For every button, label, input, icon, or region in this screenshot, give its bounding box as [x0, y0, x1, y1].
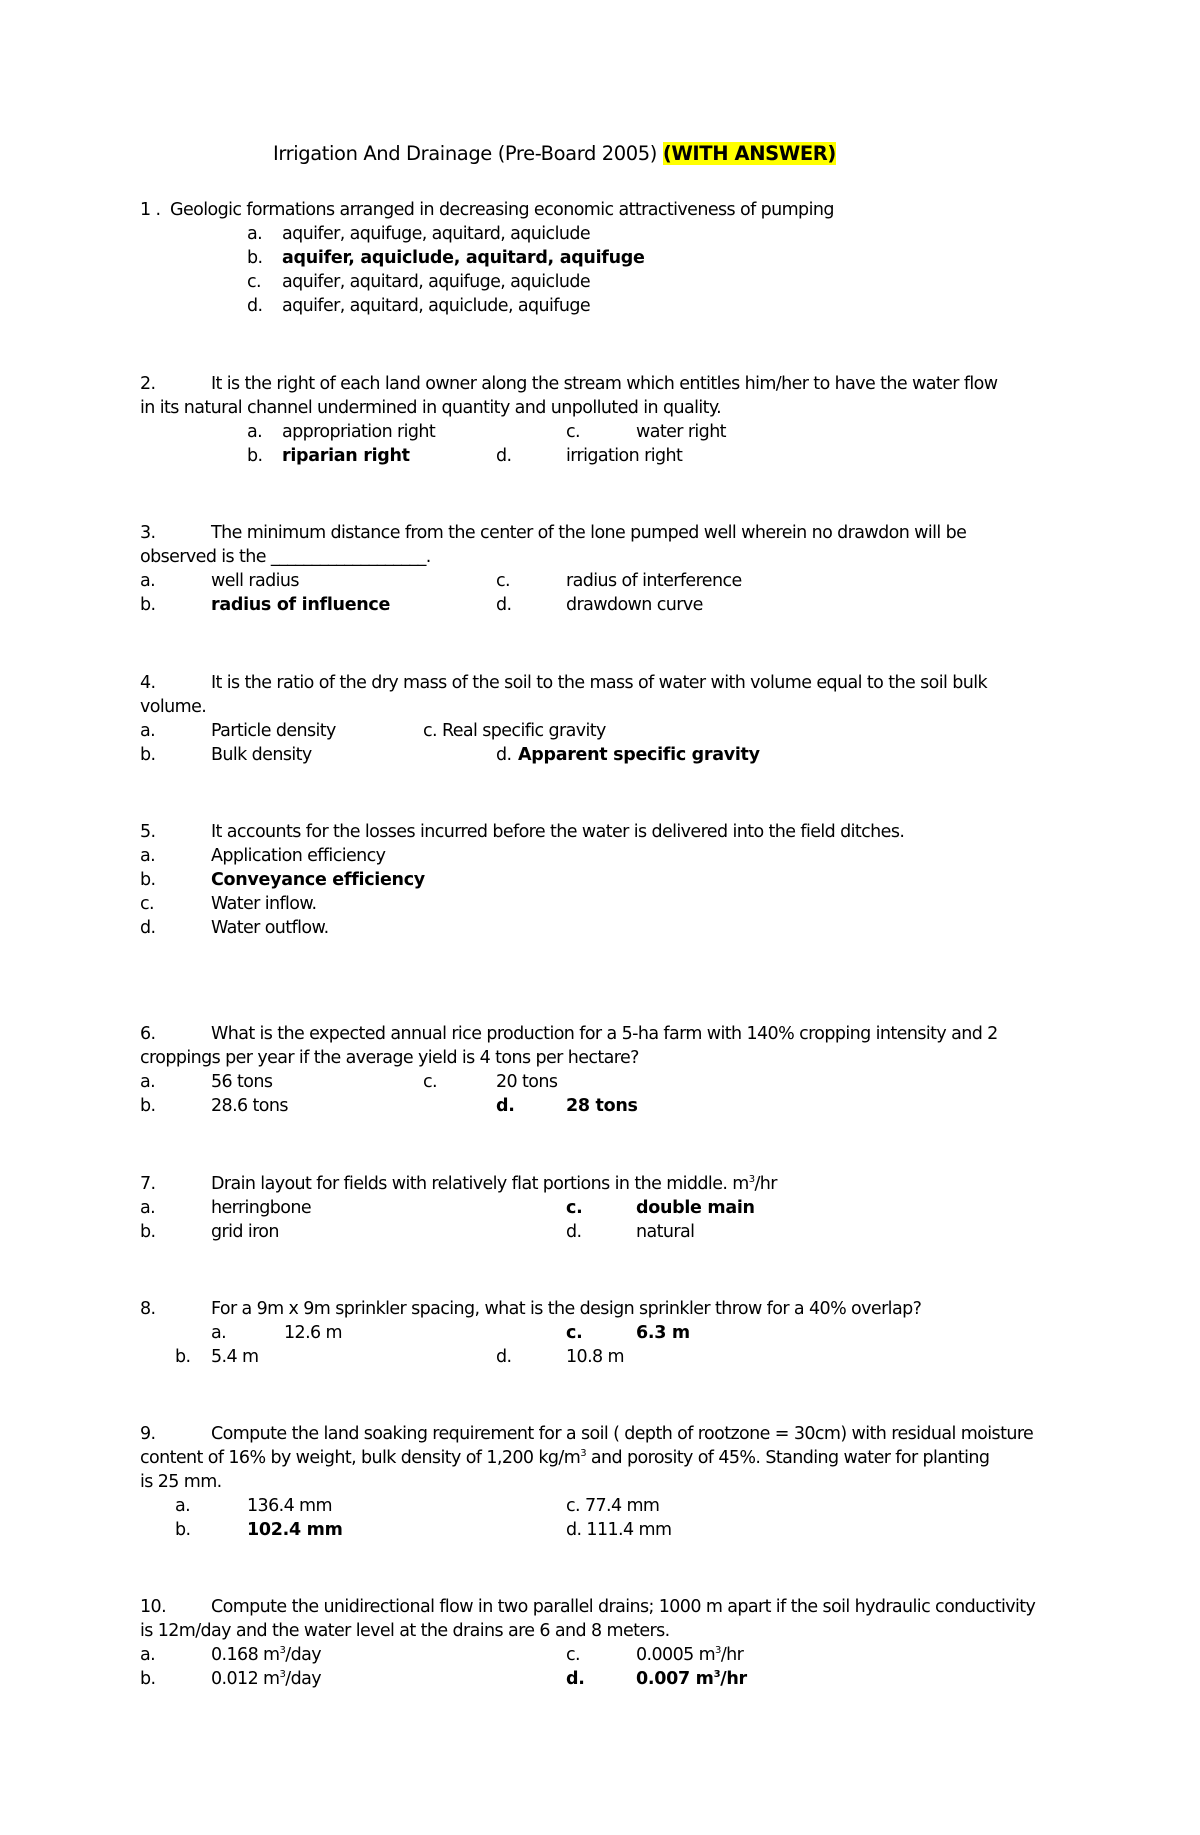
option-c: aquifer, aquitard, aquifuge, aquiclude: [282, 272, 590, 292]
option-b: grid iron: [211, 1222, 279, 1242]
question-text: Compute the land soaking requirement for a soil ( depth of rootzone = 30cm) with residual moisture: [211, 1424, 1034, 1444]
option-a: 0.168 $m^3$/day: [211, 1645, 321, 1665]
question-text: The minimum distance from the center of the lone pumped well wherein no drawdon will be: [211, 523, 967, 543]
option-b: 5.4 m: [211, 1347, 259, 1367]
option-d-answer: 28 tons: [566, 1096, 638, 1116]
option-label: c.: [496, 571, 510, 591]
option-b-answer: aquifer, aquiclude, aquitard, aquifuge: [282, 248, 645, 268]
option-label: a.: [140, 571, 156, 591]
question-number: 4.: [140, 673, 156, 693]
question-text: croppings per year if the average yield is 4 tons per hectare?: [140, 1048, 639, 1068]
question-text: volume.: [140, 697, 207, 717]
option-label: b.: [140, 1096, 156, 1116]
option-label: c.: [423, 1072, 437, 1092]
option-label: a.: [140, 1198, 156, 1218]
option-b: 0.012 $m^3$/day: [211, 1669, 321, 1689]
question-text: in its natural channel undermined in quantity and unpolluted in quality.: [140, 398, 722, 418]
option-c-answer: double main: [636, 1198, 755, 1218]
option-label: b.: [247, 446, 263, 466]
option-a: 136.4 mm: [247, 1496, 332, 1516]
option-label: c.: [140, 894, 154, 914]
option-c: 20 tons: [496, 1072, 558, 1092]
title-highlight: (WITH ANSWER): [662, 142, 836, 165]
option-label: b.: [140, 1222, 156, 1242]
option-a: Particle density: [211, 721, 336, 741]
option-label: d.: [496, 446, 512, 466]
option-d: aquifer, aquitard, aquiclude, aquifuge: [282, 296, 590, 316]
option-a: aquifer, aquifuge, aquitard, aquiclude: [282, 224, 590, 244]
option-label: d.: [247, 296, 263, 316]
option-c: c. 77.4 mm: [566, 1496, 660, 1516]
option-a: Application efficiency: [211, 846, 386, 866]
option-a: well radius: [211, 571, 299, 591]
question-text: For a 9m x 9m sprinkler spacing, what is the design sprinkler throw for a 40% overlap?: [211, 1299, 922, 1319]
option-a: 12.6 m: [284, 1323, 342, 1343]
option-b: Bulk density: [211, 745, 312, 765]
title-main: Irrigation And Drainage (Pre-Board 2005): [273, 142, 657, 165]
question-number: 10.: [140, 1597, 167, 1617]
option-label: d.: [140, 918, 156, 938]
option-label: c.: [566, 1645, 580, 1665]
option-d: d. 111.4 mm: [566, 1520, 672, 1540]
question-text: It accounts for the losses incurred before the water is delivered into the field ditches.: [211, 822, 905, 842]
option-d: Water outflow.: [211, 918, 329, 938]
option-label: a.: [140, 1072, 156, 1092]
option-b-answer: Conveyance efficiency: [211, 870, 425, 890]
option-d: irrigation right: [566, 446, 683, 466]
option-label: a.: [140, 846, 156, 866]
option-label: d.: [566, 1222, 582, 1242]
option-b: 28.6 tons: [211, 1096, 288, 1116]
option-label: b.: [175, 1347, 191, 1367]
option-label: d.: [496, 1096, 515, 1116]
option-label: c.: [566, 1323, 583, 1343]
option-label: a.: [140, 1645, 156, 1665]
question-text: What is the expected annual rice production for a 5-ha farm with 140% cropping intensity and 2: [211, 1024, 998, 1044]
question-text: is 12m/day and the water level at the drains are 6 and 8 meters.: [140, 1621, 670, 1641]
question-number: 7.: [140, 1174, 156, 1194]
question-text: It is the right of each land owner along the stream which entitles him/her to have the water flow: [211, 374, 998, 394]
option-label: b.: [140, 1669, 156, 1689]
option-label: d.: [566, 1669, 585, 1689]
option-c: radius of interference: [566, 571, 742, 591]
option-label: d.: [496, 595, 512, 615]
option-c: water right: [636, 422, 726, 442]
option-c: c. Real specific gravity: [423, 721, 606, 741]
option-c: 0.0005 $m^3/hr$: [636, 1645, 744, 1665]
option-label: b.: [247, 248, 263, 268]
option-label: c.: [566, 1198, 583, 1218]
option-label: d.: [496, 745, 512, 765]
option-label: c.: [247, 272, 261, 292]
option-label: c.: [566, 422, 580, 442]
option-label: b.: [140, 595, 156, 615]
option-d-answer: Apparent specific gravity: [518, 745, 760, 765]
question-text: observed is the ___________________.: [140, 547, 431, 567]
question-text: content of 16% by weight, bulk density of 1,200 $kg/m^3$ and porosity of 45%. Standing water for planting: [140, 1448, 990, 1468]
option-b-answer: riparian right: [282, 446, 410, 466]
option-label: a.: [175, 1496, 191, 1516]
page-title: [273, 142, 836, 166]
option-label: d.: [496, 1347, 512, 1367]
option-d: 10.8 m: [566, 1347, 624, 1367]
option-label: a.: [247, 224, 263, 244]
option-a: appropriation right: [282, 422, 436, 442]
option-d: natural: [636, 1222, 695, 1242]
question-text: Compute the unidirectional flow in two parallel drains; 1000 m apart if the soil hydraulic conductivity: [211, 1597, 1036, 1617]
question-number: 1 .: [140, 200, 161, 220]
option-label: b.: [140, 745, 156, 765]
option-label: b.: [140, 870, 156, 890]
option-d-answer: 0.007 $m^3/hr$: [636, 1669, 747, 1689]
question-number: 3.: [140, 523, 156, 543]
question-text: It is the ratio of the dry mass of the soil to the mass of water with volume equal to the soil bulk: [211, 673, 988, 693]
question-text: Drain layout for fields with relatively flat portions in the middle. $m^3/hr$: [211, 1174, 777, 1194]
option-label: a.: [247, 422, 263, 442]
question-number: 8.: [140, 1299, 156, 1319]
question-number: 9.: [140, 1424, 156, 1444]
question-text: Geologic formations arranged in decreasing economic attractiveness of pumping: [170, 200, 834, 220]
question-text: is 25 mm.: [140, 1472, 222, 1492]
option-c-answer: 6.3 m: [636, 1323, 690, 1343]
question-number: 6.: [140, 1024, 156, 1044]
option-label: a.: [211, 1323, 227, 1343]
option-label: b.: [175, 1520, 191, 1540]
option-a: herringbone: [211, 1198, 312, 1218]
option-b-answer: 102.4 mm: [247, 1520, 343, 1540]
question-number: 2.: [140, 374, 156, 394]
option-b-answer: radius of influence: [211, 595, 391, 615]
option-c: Water inflow.: [211, 894, 317, 914]
option-d: drawdown curve: [566, 595, 703, 615]
option-label: a.: [140, 721, 156, 741]
option-a: 56 tons: [211, 1072, 273, 1092]
question-number: 5.: [140, 822, 156, 842]
